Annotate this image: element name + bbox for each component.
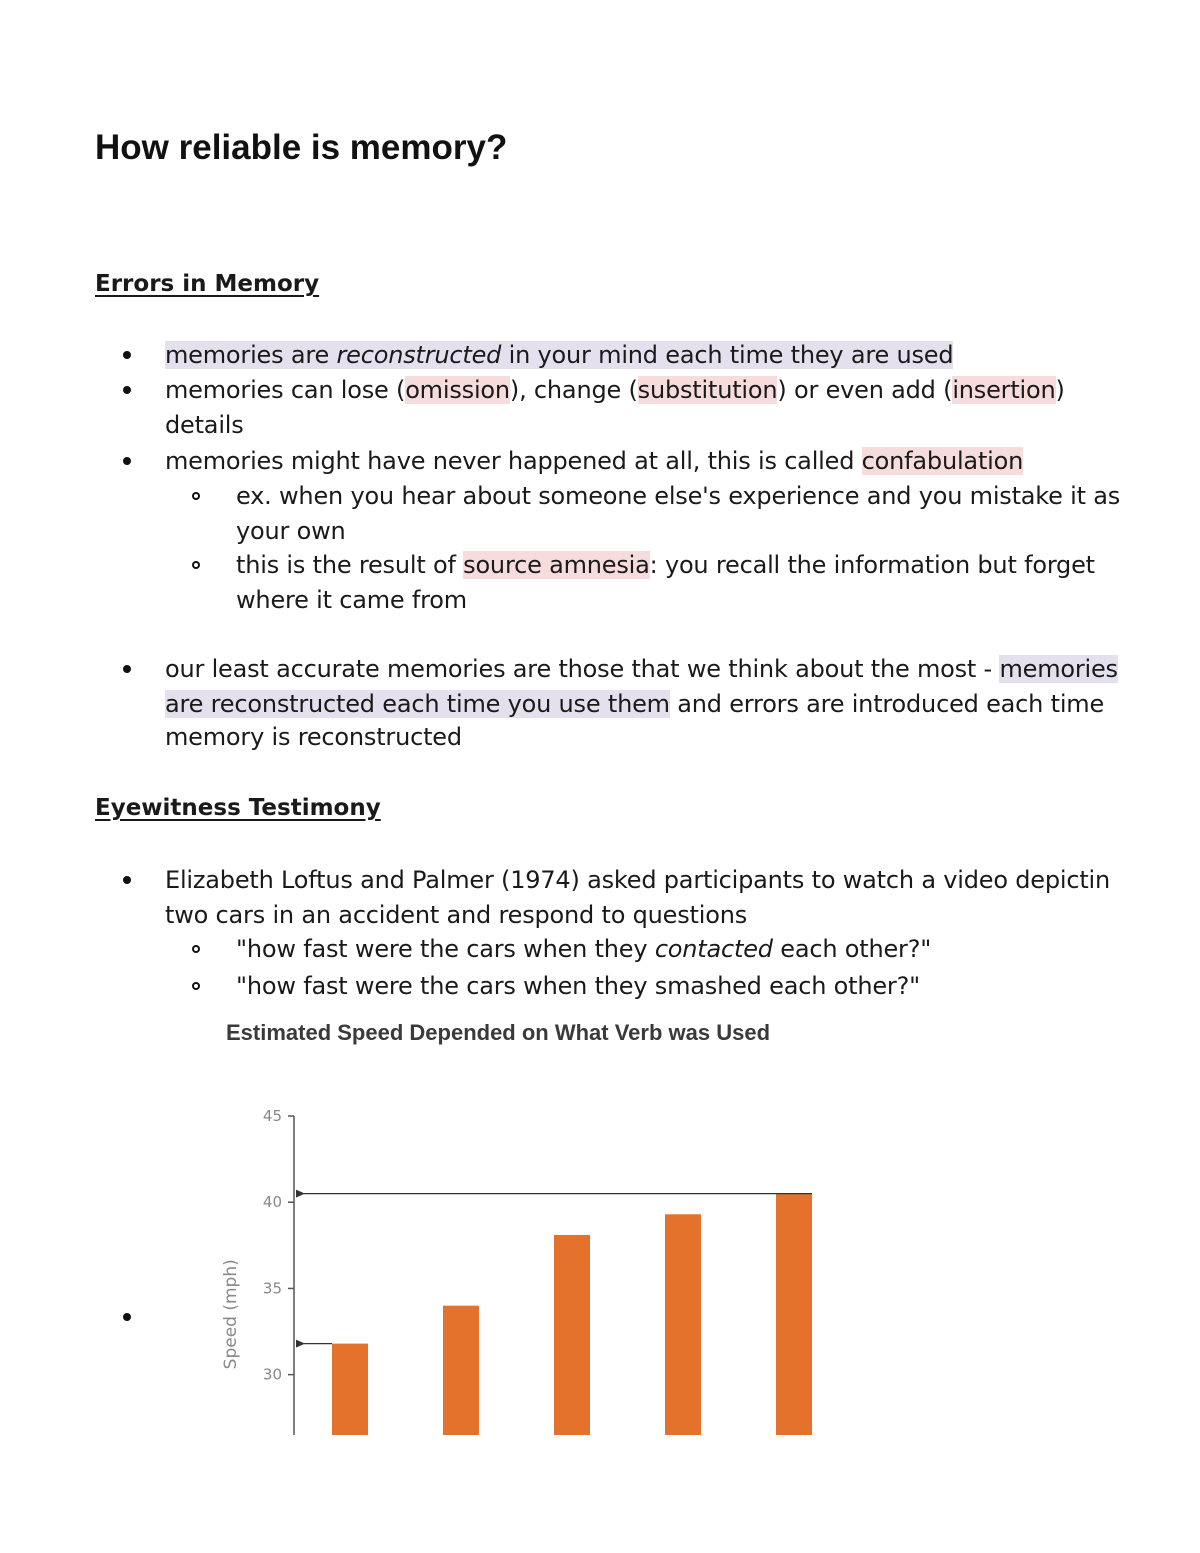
bar [332,1344,368,1435]
page-title: How reliable is memory? [95,128,508,167]
highlight-text: substitution [637,376,778,404]
sub-bullet-icon [192,561,200,569]
italic-text: reconstructed [336,341,502,369]
sub-list-item: this is the result of source amnesia: you recall the information but forget [236,551,1095,579]
list-item: our least accurate memories are those that we think about the most - memories [165,655,1118,683]
highlight-text: source amnesia [463,551,650,579]
sub-list-item: "how fast were the cars when they contacted each other?" [236,935,932,963]
list-item-continuation: two cars in an accident and respond to questions [165,901,748,929]
bullet-icon [123,386,131,394]
bullet-icon [123,1313,131,1321]
list-item-continuation: details [165,411,244,439]
bar [443,1306,479,1435]
list-item: Elizabeth Loftus and Palmer (1974) asked participants to watch a video depictin [165,866,1111,894]
y-axis-title: Speed (mph) [221,1259,241,1370]
y-tick-label: 35 [262,1279,282,1298]
highlight-text: confabulation [861,447,1024,475]
section-heading-errors: Errors in Memory [95,271,320,297]
sub-list-item: "how fast were the cars when they smashed each other?" [236,972,920,1000]
list-item: memories might have never happened at all, this is called confabulation [165,447,1024,475]
sub-list-item: ex. when you hear about someone else's experience and you mistake it as [236,482,1121,510]
list-item: memories can lose (omission), change (substitution) or even add (insertion) [165,376,1065,404]
bar [554,1235,590,1435]
bullet-icon [123,876,131,884]
list-item-continuation: memory is reconstructed [165,723,462,751]
y-tick-label: 40 [262,1193,282,1212]
sub-bullet-icon [192,982,200,990]
highlight-text: memories [999,655,1118,683]
bar [776,1194,812,1435]
sub-bullet-icon [192,945,200,953]
bar-chart [210,1095,850,1445]
sub-list-item-continuation: where it came from [236,586,467,614]
highlight-text: insertion [952,376,1056,404]
bar [665,1214,701,1435]
bullet-icon [123,665,131,673]
section-heading-eyewitness: Eyewitness Testimony [95,795,381,821]
y-tick-label: 45 [262,1107,282,1125]
sub-bullet-icon [192,492,200,500]
list-item-continuation: are reconstructed each time you use them and errors are introduced each time [165,690,1105,718]
highlight-text: memories are reconstructed in your mind each time they are used [165,341,954,369]
chart-title: Estimated Speed Depended on What Verb was Used [226,1020,771,1045]
bullet-icon [123,457,131,465]
italic-text: contacted [654,935,773,963]
y-tick-label: 30 [262,1365,282,1384]
sub-list-item-continuation: your own [236,517,346,545]
highlight-text: omission [405,376,510,404]
bullet-icon [123,351,131,359]
highlight-text: are reconstructed each time you use them [165,690,670,718]
list-item [165,338,953,372]
